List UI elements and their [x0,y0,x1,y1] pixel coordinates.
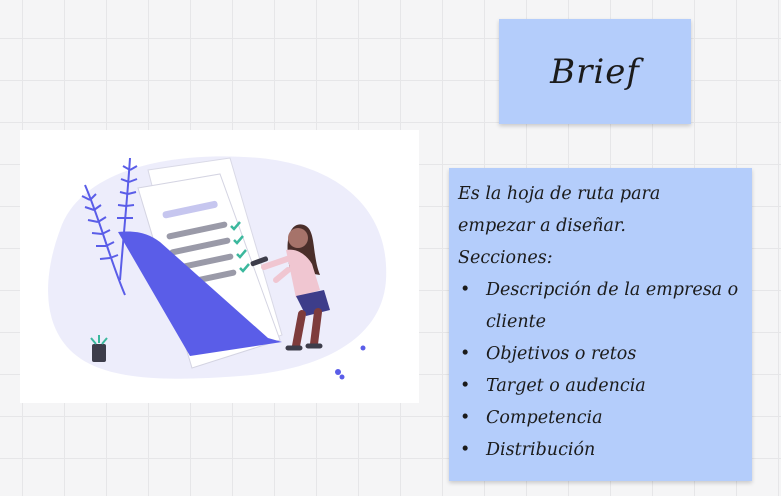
list-item [458,274,742,338]
bullet-icon: • [460,376,471,396]
bullet-icon: • [460,344,471,364]
sections-list [458,274,742,466]
list-item-text: Competencia [486,408,603,428]
list-item-text: Target o audencia [486,376,646,396]
brief-title-text: Brief [550,51,640,92]
brief-description-note[interactable] [449,168,752,481]
list-item-text: Distribución [486,440,596,460]
list-item-text: Descripción de la empresa o cliente [486,280,739,332]
intro-line-2: empezar a diseñar. [458,216,626,236]
list-item-text: Objetivos o retos [486,344,637,364]
bullet-icon: • [460,440,471,460]
ground-flowers [335,346,366,380]
bullet-icon: • [460,408,471,428]
intro-line-1: Es la hoja de ruta para [458,184,661,204]
document-illustration[interactable] [20,130,419,403]
list-item [458,338,742,370]
bullet-icon: • [460,280,471,300]
list-item [458,370,742,402]
sections-label: Secciones: [458,248,553,268]
brief-title-note[interactable] [499,19,691,124]
list-item [458,434,742,466]
list-item [458,402,742,434]
illustration-svg [20,130,419,403]
